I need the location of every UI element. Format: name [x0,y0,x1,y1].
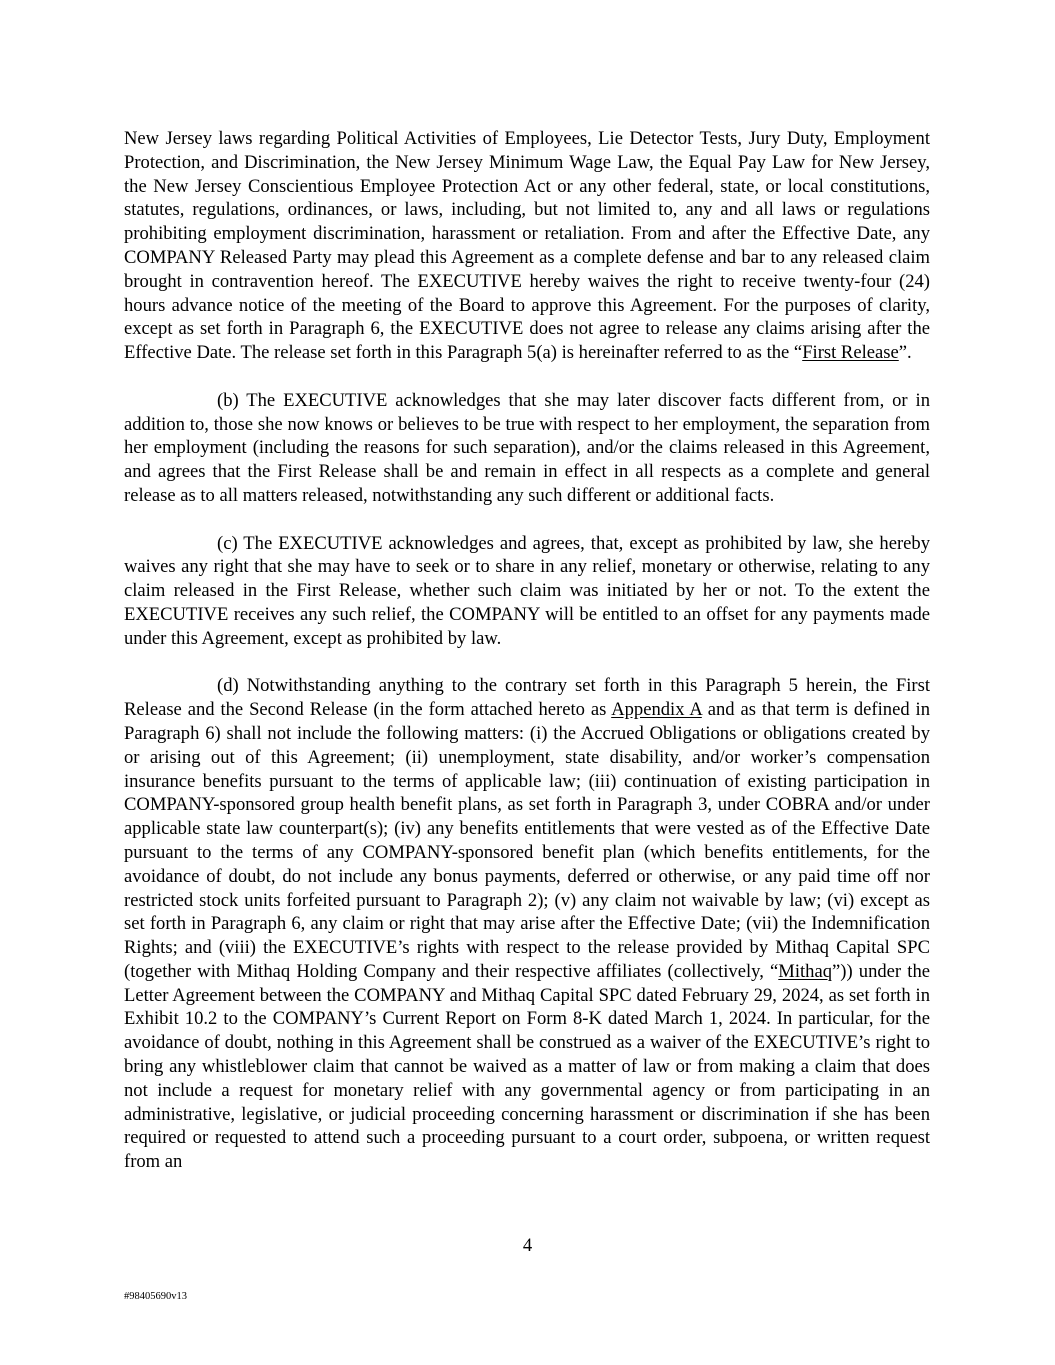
page-number: 4 [522,1235,533,1256]
paragraph-text: New Jersey laws regarding Political Activities of Employees, Lie Detector Tests, Jury Duty, Employment Protection, and Discrimination, the New Jersey Minimum Wage Law, the Equal Pay Law for New Jersey, the New Jersey Conscientious Employee Protection Act or any other federal, state, or local constitutions, statutes, regulations, ordinances, or laws, including, but not limited to, any and all laws or regulations prohibiting employment discrimination, harassment or retaliation. From and after the Effective Date, any COMPANY Released Party may plead this Agreement as a complete defense and bar to any released claim brought in contravention hereof. The EXECUTIVE hereby waives the right to receive twenty-four (24) hours advance notice of the meeting of the Board to approve this Agreement. For the purposes of clarity, except as set forth in Paragraph 6, the EXECUTIVE does not agree to release any claims arising after the Effective Date. The release set forth in this Paragraph 5(a) is hereinafter referred to as the “ [124,128,930,364]
defined-term-first-release: First Release [802,342,899,364]
paragraph-5b: (b) The EXECUTIVE acknowledges that she may later discover facts different from, or in addition to, those she now knows or believes to be true with respect to her employment, the separation from her employment (including the reasons for such separation), and/or the claims released in this Agreement, and agrees that the First Release shall be and remain in effect in all respects as a complete and general release as to all matters released, notwithstanding any such different or additional facts. [124,389,930,506]
paragraph-text: ”)) under the Letter Agreement between the COMPANY and Mithaq Capital SPC dated February 29, 2024, as set forth in Exhibit 10.2 to the COMPANY’s Current Report on Form 8-K dated March 1, 2024. In particular, for the avoidance of doubt, nothing in this Agreement shall be construed as a waiver of the EXECUTIVE’s right to bring any whistleblower claim that cannot be waived as a matter of law or from making a claim that does not include a request for monetary relief with any governmental agency or from participating in an administrative, legislative, or judicial proceeding concerning harassment or discrimination if she has been required or requested to attend such a proceeding pursuant to a court order, subpoena, or written request from an [124,960,930,1173]
document-id: #98405690v13 [124,1291,187,1302]
appendix-a-reference: Appendix A [611,699,702,721]
paragraph-5d [124,674,930,1174]
defined-term-mithaq: Mithaq [778,960,832,982]
paragraph-5a-continuation [124,127,930,365]
paragraph-text: and as that term is defined in Paragraph 6) shall not include the following matters: (i) the Accrued Obligations or obligations created by or arising out of this Agreement; (ii) unemployment, state disability, and/or worker’s compensation insurance benefits pursuant to the terms of applicable law; (iii) continuation of existing participation in COMPANY-sponsored group health benefit plans, as set forth in Paragraph 3, under COBRA and/or under applicable state law counterpart(s); (iv) any benefits entitlements that were vested as of the Effective Date pursuant to the terms of any COMPANY-sponsored benefit plan (which benefits entitlements, for the avoidance of doubt, do not include any bonus payments, deferred or otherwise, or any paid time off nor restricted stock units forfeited pursuant to Paragraph 2); (v) any claim not waivable by law; (vi) except as set forth in Paragraph 6, any claim or right that may arise after the Effective Date; (vii) the Indemnification Rights; and (viii) the EXECUTIVE’s rights with respect to the release provided by Mithaq Capital SPC (together with Mithaq Holding Company and their respective affiliates (collectively, “ [124,699,930,982]
paragraph-text: ”. [898,342,912,364]
paragraph-5c: (c) The EXECUTIVE acknowledges and agrees, that, except as prohibited by law, she hereby waives any right that she may have to seek or to share in any relief, monetary or otherwise, relating to any claim released in the First Release, whether such claim was initiated by her or not. To the extent the EXECUTIVE receives any such relief, the COMPANY will be entitled to an offset for any payments made under this Agreement, except as prohibited by law. [124,532,930,649]
document-body [124,127,930,1174]
paragraph-text: (d) Notwithstanding anything to the contrary set forth in this Paragraph 5 herein, the First Release and the Second Release (in the form attached hereto as [124,675,930,721]
